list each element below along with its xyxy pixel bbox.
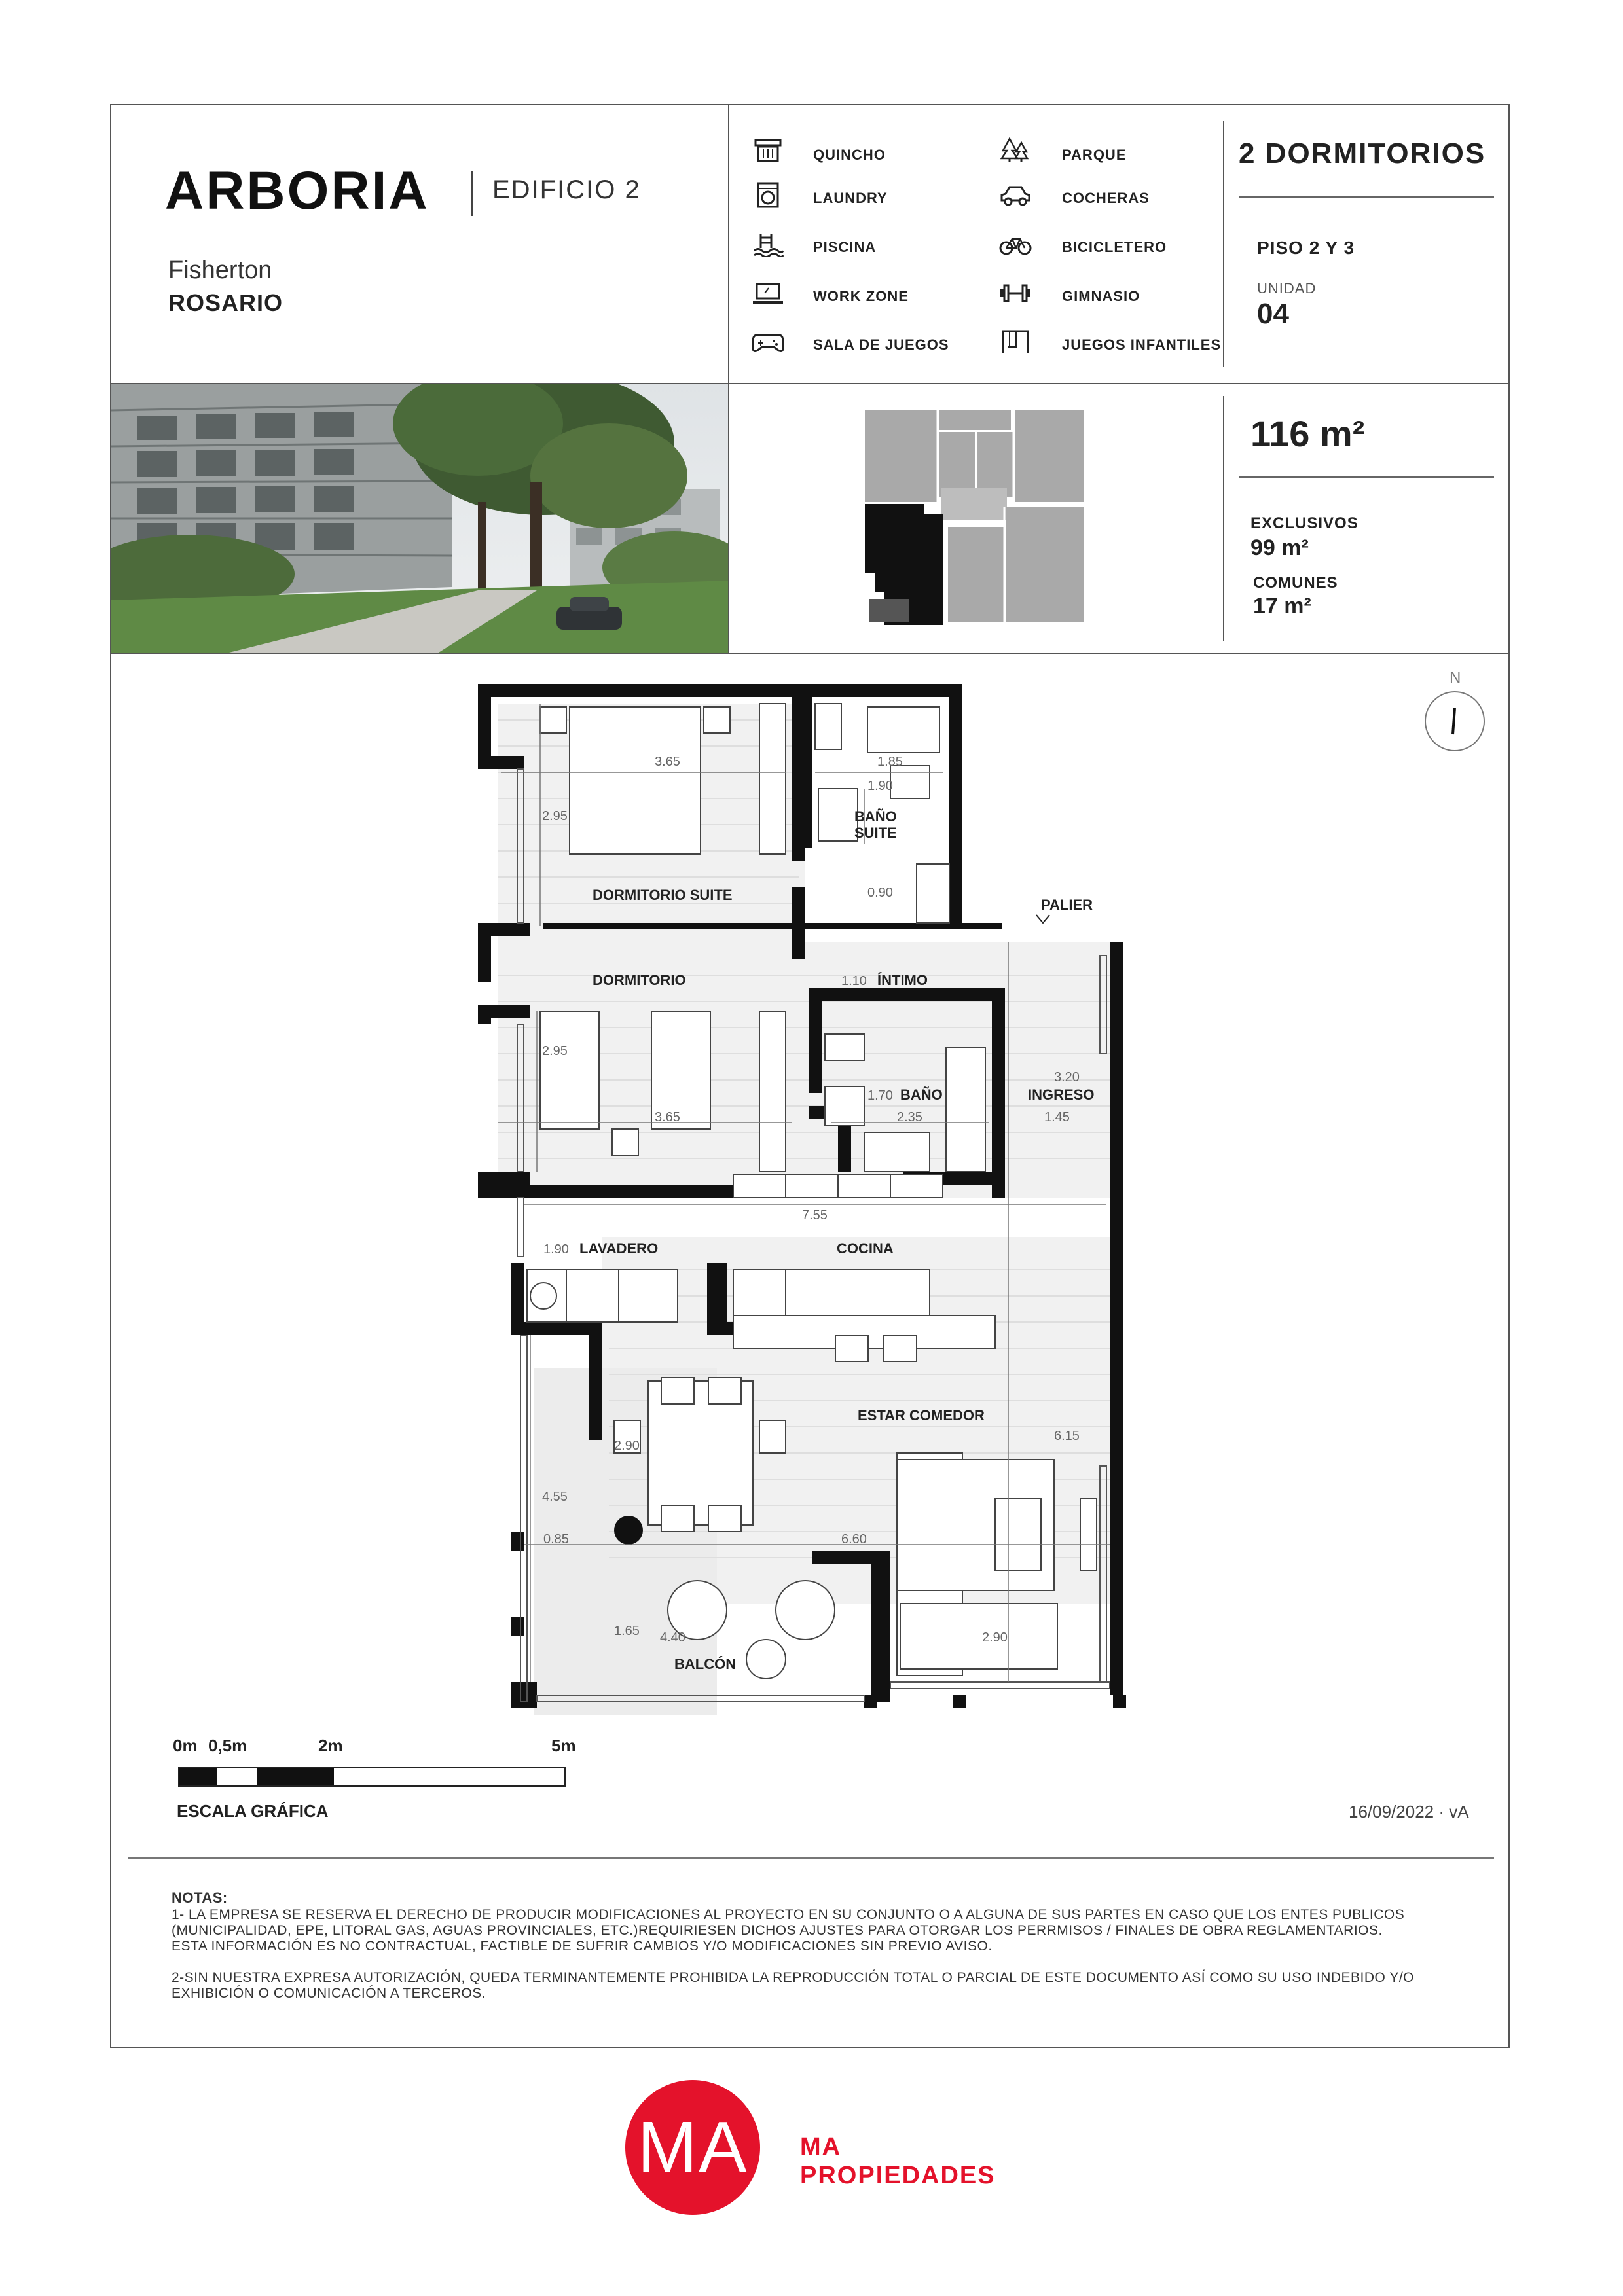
area-underline — [1239, 476, 1494, 478]
common-label: COMUNES — [1253, 574, 1338, 592]
dim-label: 1.45 — [1044, 1110, 1070, 1124]
note-2-line1: 2-SIN NUESTRA EXPRESA AUTORIZACIÓN, QUEDA TERMINANTEMENTE PROHIBIDA LA REPRODUCCIÓN TOTAL O PARCIAL DE ESTE DOCUMENTO ASÍ COMO SU USO INDEBIDO Y/O — [172, 1970, 1415, 1985]
city-label: ROSARIO — [168, 289, 283, 316]
room-palier: PALIER — [1041, 897, 1093, 913]
document-date: 16/09/2022 · vA — [1349, 1802, 1469, 1821]
dim-label: 6.15 — [1054, 1429, 1080, 1443]
brand-name — [800, 2132, 996, 2190]
unit-label: UNIDAD — [1257, 280, 1317, 296]
washing-machine-icon — [752, 182, 784, 208]
dim-label: 1.90 — [543, 1242, 569, 1257]
room-dormitorio-suite: DORMITORIO SUITE — [593, 887, 733, 903]
dim-label: 3.65 — [655, 755, 680, 769]
amenity-piscina — [752, 231, 877, 260]
amenity-label: BICICLETERO — [1062, 239, 1167, 255]
note-1-line3: ESTA INFORMACIÓN ES NO CONTRACTUAL, FACTIBLE DE SUFRIR CAMBIOS Y/O MODIFICACIONES SIN PREVIO AVISO. — [172, 1939, 993, 1954]
dim-label: 4.55 — [542, 1490, 568, 1504]
scale-bar — [178, 1767, 566, 1787]
dim-label: 4.40 — [660, 1630, 685, 1645]
dim-label: 2.90 — [614, 1439, 640, 1453]
room-dormitorio: DORMITORIO — [593, 972, 686, 988]
notes-divider — [128, 1857, 1494, 1859]
amenities-list — [752, 137, 1223, 373]
amenity-label: JUEGOS INFANTILES — [1062, 336, 1222, 353]
amenity-label: COCHERAS — [1062, 190, 1150, 206]
brand-name-line2: PROPIEDADES — [800, 2162, 996, 2189]
room-estar-comedor: ESTAR COMEDOR — [858, 1407, 985, 1424]
dim-label: 2.35 — [897, 1110, 922, 1124]
dim-label: 2.95 — [542, 1044, 568, 1058]
laptop-icon — [752, 280, 784, 306]
swing-icon — [999, 329, 1032, 355]
unit-number: 04 — [1257, 298, 1289, 330]
exclusive-label: EXCLUSIVOS — [1250, 514, 1359, 532]
amenity-bicicletero — [999, 231, 1167, 260]
amenity-label: PARQUE — [1062, 147, 1127, 163]
amenity-laundry — [752, 182, 888, 211]
dim-label: 3.65 — [655, 1110, 680, 1124]
amenity-label: WORK ZONE — [813, 288, 909, 304]
dim-label: 2.95 — [542, 809, 568, 823]
building-label: EDIFICIO 2 — [492, 175, 641, 204]
photo-divider — [110, 653, 1510, 654]
building-render-photo — [111, 384, 728, 653]
amenity-parque — [999, 137, 1127, 167]
dim-label: 1.65 — [614, 1624, 640, 1638]
amenity-label: GIMNASIO — [1062, 288, 1140, 304]
dim-label: 3.20 — [1054, 1070, 1080, 1085]
amenity-label: QUINCHO — [813, 147, 886, 163]
room-intimo: ÍNTIMO — [877, 972, 928, 988]
key-plan — [863, 409, 1085, 625]
dumbbell-icon — [999, 280, 1032, 306]
dim-label: 0.90 — [867, 886, 893, 900]
notes-section — [172, 1890, 1468, 2001]
amenity-gimnasio — [999, 280, 1140, 310]
project-title: ARBORIA — [165, 161, 429, 221]
exclusive-area: 99 m² — [1250, 535, 1309, 560]
column-divider-3 — [1223, 396, 1224, 641]
scale-label-05: 0,5m — [208, 1736, 247, 1755]
unit-type: 2 DORMITORIOS — [1239, 137, 1486, 170]
brand-logo: MA — [625, 2080, 760, 2215]
note-2-line2: EXHIBICIÓN O COMUNICACIÓN A TERCEROS. — [172, 1986, 486, 2001]
grill-icon — [752, 137, 784, 164]
room-ingreso: INGRESO — [1028, 1086, 1095, 1103]
dim-label: 2.90 — [982, 1630, 1008, 1645]
amenity-label: LAUNDRY — [813, 190, 888, 206]
amenity-label: PISCINA — [813, 239, 877, 255]
common-area: 17 m² — [1253, 594, 1311, 619]
scale-label-0: 0m — [173, 1736, 198, 1755]
column-divider-2 — [1223, 121, 1224, 367]
dim-label: 1.85 — [877, 755, 903, 769]
north-label: N — [1450, 669, 1461, 687]
neighborhood-label: Fisherton — [168, 257, 272, 284]
note-1-line1: 1- LA EMPRESA SE RESERVA EL DERECHO DE PRODUCIR MODIFICACIONES AL PROYECTO EN SU CONJUNTO O A ALGUNA DE SUS PARTES EN CASO QUE LOS ENTES PUBLICOS — [172, 1907, 1405, 1922]
gamepad-icon — [752, 329, 784, 355]
scale-label-5: 5m — [551, 1736, 576, 1755]
unit-type-underline — [1239, 196, 1494, 198]
scale-title: ESCALA GRÁFICA — [177, 1801, 329, 1821]
floors-label: PISO 2 Y 3 — [1257, 238, 1355, 258]
trees-icon — [999, 137, 1032, 164]
dim-label: 0.85 — [543, 1532, 569, 1547]
amenity-work-zone — [752, 280, 909, 310]
dim-label: 1.90 — [867, 779, 893, 793]
amenity-label: SALA DE JUEGOS — [813, 336, 949, 353]
floor-plan — [471, 681, 1133, 1715]
amenity-juegos-infantiles — [999, 329, 1222, 358]
column-divider-1 — [728, 104, 729, 654]
graphic-scale — [172, 1736, 577, 1821]
dim-label: 1.70 — [867, 1088, 893, 1103]
room-balcon: BALCÓN — [674, 1656, 737, 1672]
floor-plan-drawing — [471, 681, 1133, 1715]
dim-label: 6.60 — [841, 1532, 867, 1547]
title-separator — [471, 171, 473, 216]
amenity-sala-de-juegos — [752, 329, 949, 358]
dim-label: 1.10 — [841, 974, 867, 988]
dim-label: 7.55 — [802, 1208, 828, 1223]
amenity-cocheras — [999, 182, 1150, 211]
car-icon — [999, 182, 1032, 208]
amenity-quincho — [752, 137, 886, 167]
room-bano: BAÑO — [900, 1086, 943, 1103]
pool-icon — [752, 231, 784, 257]
room-cocina: COCINA — [837, 1240, 894, 1257]
room-bano-suite-line1: BAÑO — [854, 808, 897, 825]
room-bano-suite-line2: SUITE — [854, 825, 897, 841]
note-1-line2: (MUNICIPALIDAD, EPE, LITORAL GAS, AGUAS PROVINCIALES, ETC.)REQUIRIESEN DICHOS AJUSTES PARA OTORGAR LOS PERRMISOS / FINALES DE OBRA REGLAMENTARIOS. — [172, 1923, 1383, 1938]
bicycle-icon — [999, 231, 1032, 257]
room-lavadero: LAVADERO — [579, 1240, 659, 1257]
scale-label-2: 2m — [318, 1736, 343, 1755]
north-arrow — [1422, 669, 1487, 754]
total-area: 116 m² — [1250, 413, 1365, 454]
notes-title: NOTAS: — [172, 1890, 228, 1906]
brand-name-line1: MA — [800, 2133, 842, 2161]
